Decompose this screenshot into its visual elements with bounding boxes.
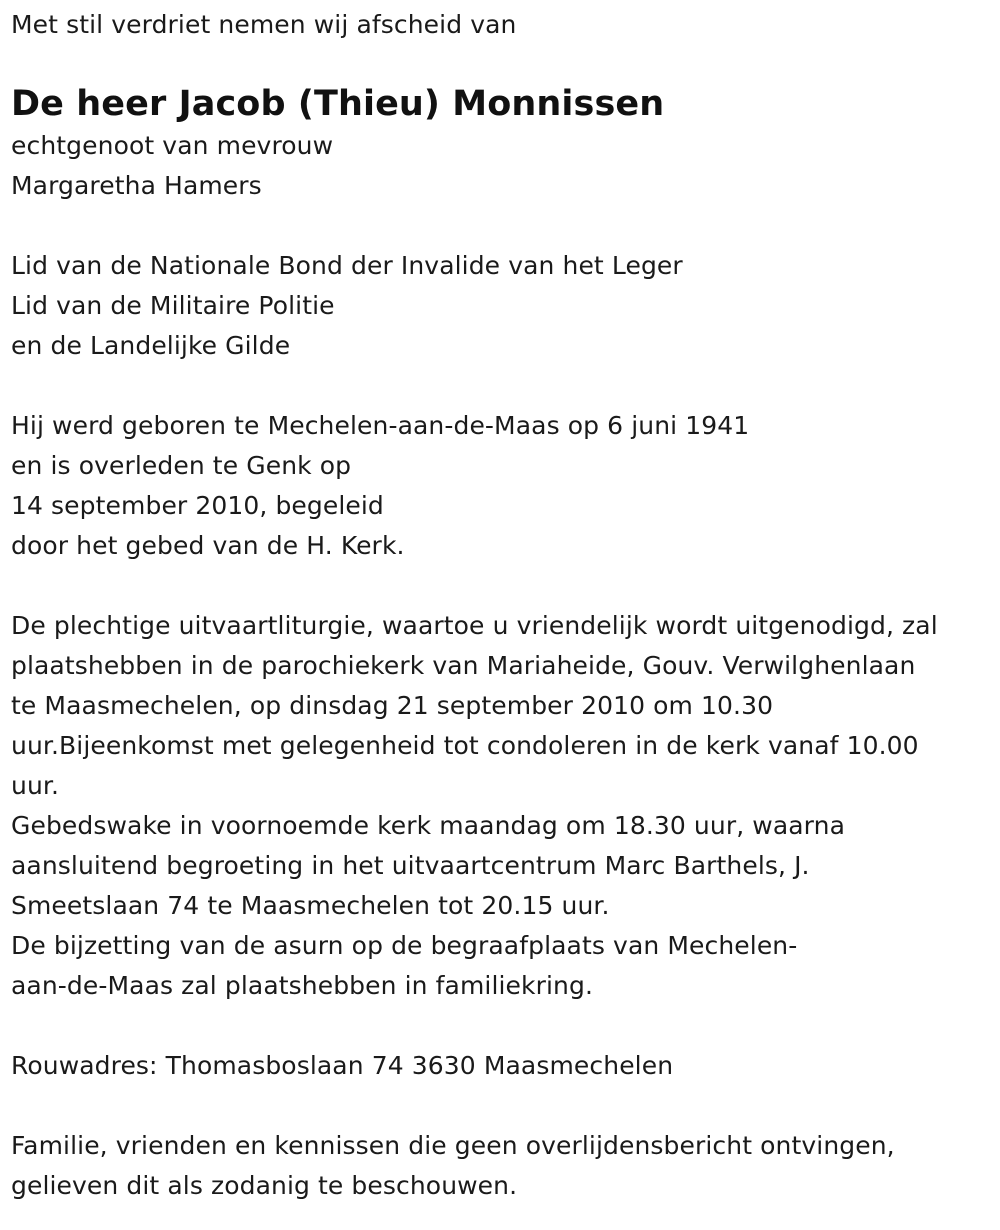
address-block: [11, 1046, 996, 1086]
spouse-block: [11, 126, 996, 206]
ceremony-line: De bijzetting van de asurn op de begraafplaats van Mechelen-: [11, 931, 798, 960]
obituary-notice: [11, 8, 996, 1206]
closing-line: Familie, vrienden en kennissen die geen overlijdensbericht ontvingen,: [11, 1131, 895, 1160]
closing-line: gelieven dit als zodanig te beschouwen.: [11, 1171, 518, 1200]
closing-block: [11, 1126, 996, 1206]
life-line: Hij werd geboren te Mechelen-aan-de-Maas op 6 juni 1941: [11, 411, 750, 440]
ceremony-line: Gebedswake in voornoemde kerk maandag om 18.30 uur, waarna: [11, 811, 845, 840]
memberships-block: [11, 246, 996, 366]
life-block: [11, 406, 996, 566]
intro-text: Met stil verdriet nemen wij afscheid van: [11, 10, 517, 39]
ceremony-line: Smeetslaan 74 te Maasmechelen tot 20.15 uur.: [11, 891, 610, 920]
membership-line: Lid van de Nationale Bond der Invalide van het Leger: [11, 251, 683, 280]
ceremony-line: De plechtige uitvaartliturgie, waartoe u vriendelijk wordt uitgenodigd, zal: [11, 611, 938, 640]
life-line: door het gebed van de H. Kerk.: [11, 531, 405, 560]
ceremony-block: [11, 606, 996, 1006]
deceased-name: De heer Jacob (Thieu) Monnissen: [11, 84, 665, 124]
ceremony-line: aansluitend begroeting in het uitvaartcentrum Marc Barthels, J.: [11, 851, 810, 880]
spouse-line: echtgenoot van mevrouw: [11, 131, 334, 160]
ceremony-line: aan-de-Maas zal plaatshebben in familiekring.: [11, 971, 594, 1000]
ceremony-line: plaatshebben in de parochiekerk van Mariaheide, Gouv. Verwilghenlaan: [11, 651, 916, 680]
life-line: en is overleden te Genk op: [11, 451, 352, 480]
ceremony-line: uur.Bijeenkomst met gelegenheid tot condoleren in de kerk vanaf 10.00: [11, 731, 919, 760]
ceremony-line: te Maasmechelen, op dinsdag 21 september 2010 om 10.30: [11, 691, 774, 720]
mourning-address: Rouwadres: Thomasboslaan 74 3630 Maasmechelen: [11, 1051, 674, 1080]
life-line: 14 september 2010, begeleid: [11, 491, 384, 520]
ceremony-line: uur.: [11, 771, 60, 800]
spouse-name: Margaretha Hamers: [11, 171, 262, 200]
membership-line: en de Landelijke Gilde: [11, 331, 291, 360]
membership-line: Lid van de Militaire Politie: [11, 291, 335, 320]
